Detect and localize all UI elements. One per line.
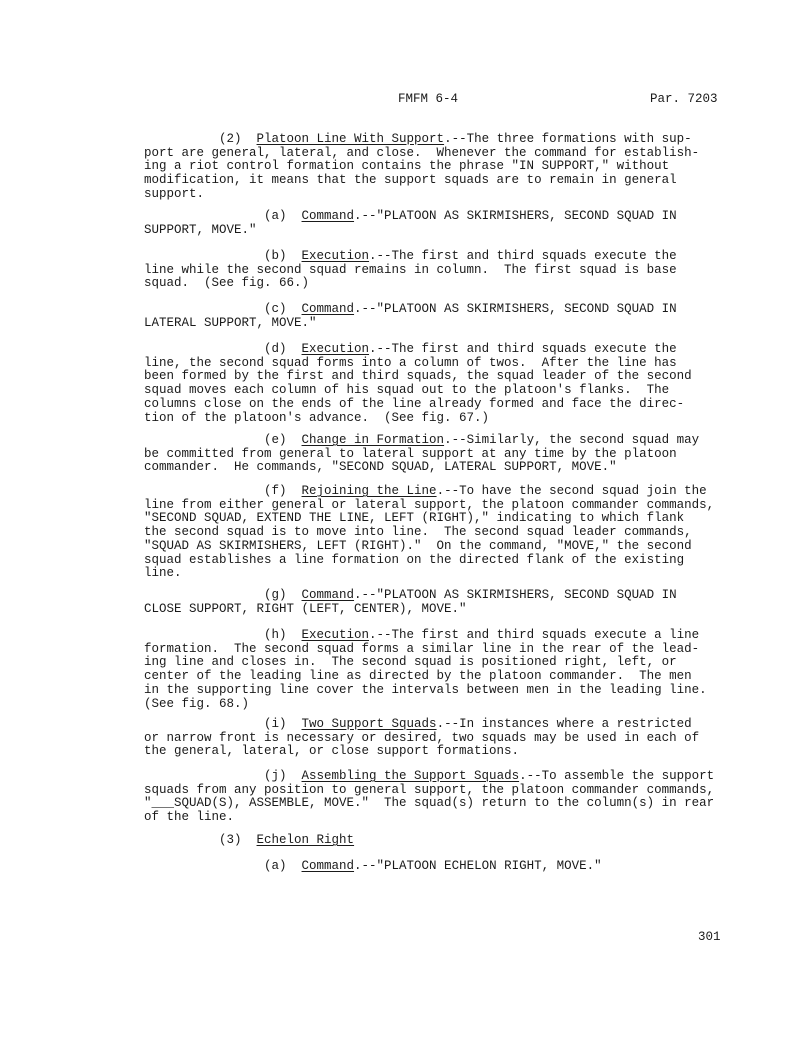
paragraph-label: (h)	[144, 628, 302, 642]
text-line: of the line.	[144, 810, 235, 825]
paragraph	[144, 250, 724, 291]
text-line: columns close on the ends of the line already formed and face the direc-	[144, 396, 685, 411]
paragraph-heading: Execution	[301, 342, 370, 356]
text-line: line, the second squad forms into a column of twos. After the line has	[144, 355, 677, 370]
paragraph	[144, 629, 724, 711]
paragraph-text: .--The three formations with sup-	[444, 132, 692, 146]
paragraph-label: (c)	[144, 302, 302, 316]
text-line: port are general, lateral, and close. Whenever the command for establish-	[144, 145, 700, 160]
paragraph-text: .--"PLATOON AS SKIRMISHERS, SECOND SQUAD IN	[354, 209, 677, 223]
paragraph-heading: Command	[301, 302, 355, 316]
text-line: support.	[144, 186, 205, 201]
text-line: formation. The second squad forms a similar line in the rear of the lead-	[144, 641, 700, 656]
paragraph-text: .--The first and third squads execute the	[369, 249, 677, 263]
paragraph-label: (f)	[144, 484, 302, 498]
text-line: ing a riot control formation contains the phrase "IN SUPPORT," without	[144, 159, 670, 174]
paragraph-label: (d)	[144, 342, 302, 356]
paragraph	[144, 434, 724, 475]
text-line	[144, 303, 724, 317]
paragraph-text: .--Similarly, the second squad may	[444, 433, 700, 447]
paragraph-text: .--To have the second squad join the	[436, 484, 707, 498]
paragraph-text: .--"PLATOON AS SKIRMISHERS, SECOND SQUAD IN	[354, 588, 677, 602]
paragraph	[144, 589, 724, 616]
text-line: SUPPORT, MOVE."	[144, 222, 257, 237]
text-line: tion of the platoon's advance. (See fig. 67.)	[144, 410, 490, 425]
paragraph-text: .--The first and third squads execute the	[369, 342, 677, 356]
text-line: ing line and closes in. The second squad is positioned right, left, or	[144, 655, 677, 670]
text-line	[144, 629, 724, 643]
text-line: CLOSE SUPPORT, RIGHT (LEFT, CENTER), MOVE."	[144, 601, 467, 616]
text-line: been formed by the first and third squads, the squad leader of the second	[144, 369, 692, 384]
paragraph-label: (e)	[144, 433, 302, 447]
text-line	[144, 485, 724, 499]
text-line: commander. He commands, "SECOND SQUAD, LATERAL SUPPORT, MOVE."	[144, 460, 617, 475]
paragraph	[144, 718, 724, 759]
text-line: modification, it means that the support squads are to remain in general	[144, 173, 677, 188]
text-line: squads from any position to general support, the platoon commander commands,	[144, 782, 715, 797]
text-line: "___SQUAD(S), ASSEMBLE, MOVE." The squad(s) return to the column(s) in rear	[144, 796, 715, 811]
text-line: the general, lateral, or close support formations.	[144, 744, 520, 759]
text-line: line.	[144, 566, 182, 581]
paragraph	[144, 210, 724, 237]
paragraph	[144, 485, 724, 581]
paragraph-heading: Command	[301, 859, 355, 873]
text-line: line from either general or lateral support, the platoon commander commands,	[144, 497, 715, 512]
text-line: be committed from general to lateral support at any time by the platoon	[144, 446, 677, 461]
paragraph-number: Par. 7203	[650, 92, 718, 106]
paragraph-label: (a)	[144, 859, 302, 873]
paragraph-label: (3)	[144, 833, 257, 847]
paragraph-label: (g)	[144, 588, 302, 602]
text-line: or narrow front is necessary or desired, two squads may be used in each of	[144, 730, 700, 745]
paragraph-heading: Echelon Right	[256, 833, 355, 847]
text-line	[144, 834, 724, 848]
paragraph-heading: Execution	[301, 628, 370, 642]
paragraph	[144, 133, 724, 202]
text-line	[144, 250, 724, 264]
paragraph-heading: Assembling the Support Squads	[301, 769, 520, 783]
text-line: line while the second squad remains in column. The first squad is base	[144, 262, 677, 277]
paragraph-heading: Command	[301, 588, 355, 602]
text-line	[144, 434, 724, 448]
paragraph-text: .--The first and third squads execute a line	[369, 628, 700, 642]
text-line	[144, 133, 724, 147]
text-line: (See fig. 68.)	[144, 696, 250, 711]
paragraph	[144, 303, 724, 330]
paragraph-heading: Command	[301, 209, 355, 223]
text-line: squad establishes a line formation on the directed flank of the existing	[144, 552, 685, 567]
paragraph-label: (a)	[144, 209, 302, 223]
text-line: "SECOND SQUAD, EXTEND THE LINE, LEFT (RIGHT)," indicating to which flank	[144, 511, 685, 526]
paragraph-label: (i)	[144, 717, 302, 731]
text-line: center of the leading line as directed by the platoon commander. The men	[144, 669, 692, 684]
paragraph	[144, 770, 724, 825]
text-line	[144, 770, 724, 784]
text-line	[144, 589, 724, 603]
paragraph-label: (2)	[144, 132, 257, 146]
paragraph-text: .--To assemble the support	[519, 769, 715, 783]
text-line	[144, 718, 724, 732]
paragraph-heading: Platoon Line With Support	[256, 132, 445, 146]
paragraph-label: (j)	[144, 769, 302, 783]
text-line: squad moves each column of his squad out to the platoon's flanks. The	[144, 383, 670, 398]
text-line: squad. (See fig. 66.)	[144, 276, 310, 291]
paragraph	[144, 343, 724, 425]
text-line	[144, 210, 724, 224]
paragraph-label: (b)	[144, 249, 302, 263]
page-number: 301	[698, 930, 721, 944]
paragraph-heading: Change in Formation	[301, 433, 445, 447]
text-line: "SQUAD AS SKIRMISHERS, LEFT (RIGHT)." On the command, "MOVE," the second	[144, 538, 692, 553]
paragraph-heading: Rejoining the Line	[301, 484, 437, 498]
text-line: LATERAL SUPPORT, MOVE."	[144, 315, 317, 330]
paragraph-text: .--"PLATOON ECHELON RIGHT, MOVE."	[354, 859, 602, 873]
paragraph	[144, 834, 724, 848]
text-line: in the supporting line cover the intervals between men in the leading line.	[144, 682, 707, 697]
text-line	[144, 860, 724, 874]
paragraph-text: .--"PLATOON AS SKIRMISHERS, SECOND SQUAD IN	[354, 302, 677, 316]
paragraph-text: .--In instances where a restricted	[436, 717, 692, 731]
text-line	[144, 343, 724, 357]
paragraph	[144, 860, 724, 874]
document-id: FMFM 6-4	[398, 92, 459, 106]
text-line: the second squad is to move into line. The second squad leader commands,	[144, 525, 692, 540]
paragraph-heading: Execution	[301, 249, 370, 263]
paragraph-heading: Two Support Squads	[301, 717, 437, 731]
